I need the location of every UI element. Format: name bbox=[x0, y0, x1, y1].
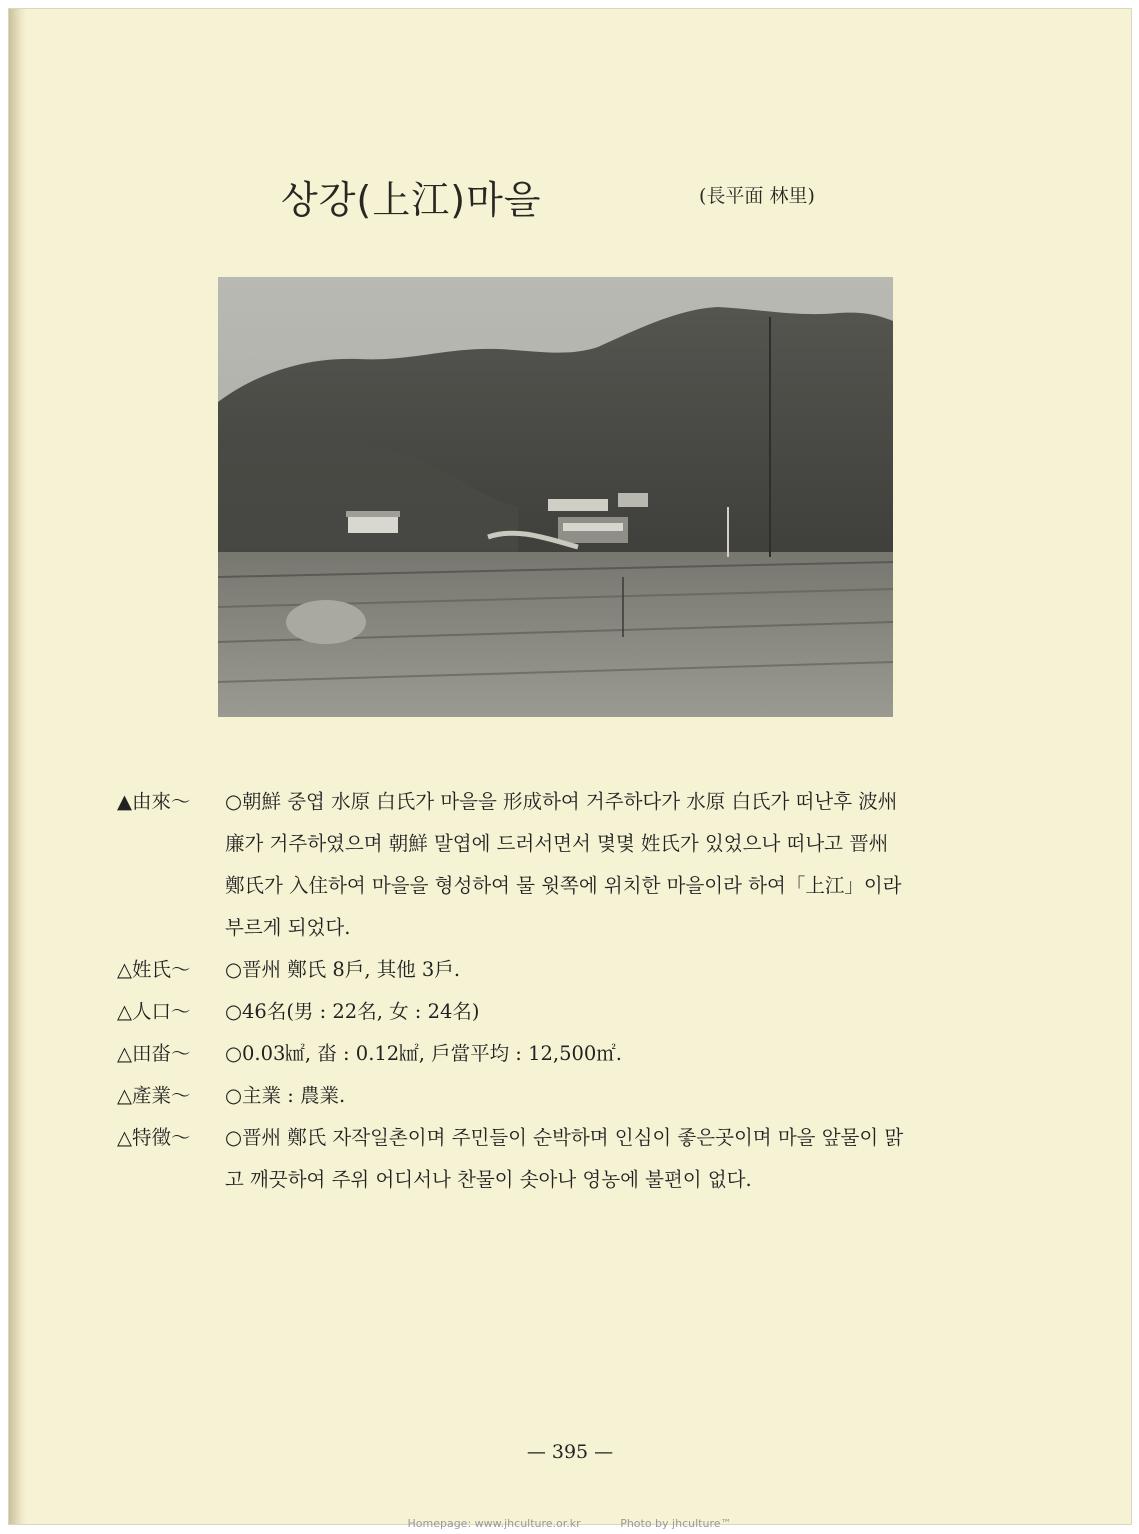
footer-photo-credit: Photo by jhculture™ bbox=[620, 1517, 732, 1530]
entry-label: △產業～ bbox=[117, 1084, 191, 1107]
page-subtitle: (長平面 林里) bbox=[699, 185, 815, 207]
footer-credits bbox=[0, 1517, 1139, 1530]
entry-text: ○晋州 鄭氏 자작일촌이며 주민들이 순박하며 인심이 좋은곳이며 마을 앞물이 맑 고 깨끗하여 주위 어디서나 찬물이 솟아나 영농에 불편이 없다. bbox=[225, 1126, 904, 1191]
entry-text: ○晋州 鄭氏 8戶, 其他 3戶. bbox=[225, 958, 461, 981]
entry-features bbox=[117, 1117, 1037, 1201]
description-list bbox=[117, 781, 1037, 1201]
entry-label: ▲由來～ bbox=[117, 790, 191, 813]
entry-text: ○0.03㎢, 畓 : 0.12㎢, 戶當平均 : 12,500㎡. bbox=[225, 1042, 623, 1065]
village-landscape-image bbox=[218, 277, 893, 717]
entry-label: △人口～ bbox=[117, 1000, 191, 1023]
entry-label: △姓氏～ bbox=[117, 958, 191, 981]
village-photo bbox=[218, 277, 893, 717]
document-page bbox=[8, 8, 1132, 1525]
entry-surnames bbox=[117, 949, 1037, 991]
entry-text: ○朝鮮 중엽 水原 白氏가 마을을 形成하여 거주하다가 水原 白氏가 떠난후 波州 廉가 거주하였으며 朝鮮 말엽에 드러서면서 몇몇 姓氏가 있었으나 떠나고 晋州 鄭氏가 入住하여 마을을 형성하여 물 윗쪽에 위치한 마을이라 하여「上江」이라 부르게 되었다. bbox=[225, 790, 902, 939]
page-title: 상강(上江)마을 bbox=[281, 178, 542, 222]
entry-text: ○主業 : 農業. bbox=[225, 1084, 346, 1107]
page-number: — 395 — bbox=[526, 1441, 614, 1463]
entry-label: △特徵～ bbox=[117, 1126, 191, 1149]
page-binding-shadow bbox=[9, 9, 27, 1524]
entry-population bbox=[117, 991, 1037, 1033]
entry-farmland bbox=[117, 1033, 1037, 1075]
entry-label: △田畓～ bbox=[117, 1042, 191, 1065]
entry-text: ○46名(男 : 22名, 女 : 24名) bbox=[225, 1000, 480, 1023]
footer-homepage: Homepage: www.jhculture.or.kr bbox=[407, 1517, 581, 1530]
entry-origin bbox=[117, 781, 1037, 949]
entry-industry bbox=[117, 1075, 1037, 1117]
